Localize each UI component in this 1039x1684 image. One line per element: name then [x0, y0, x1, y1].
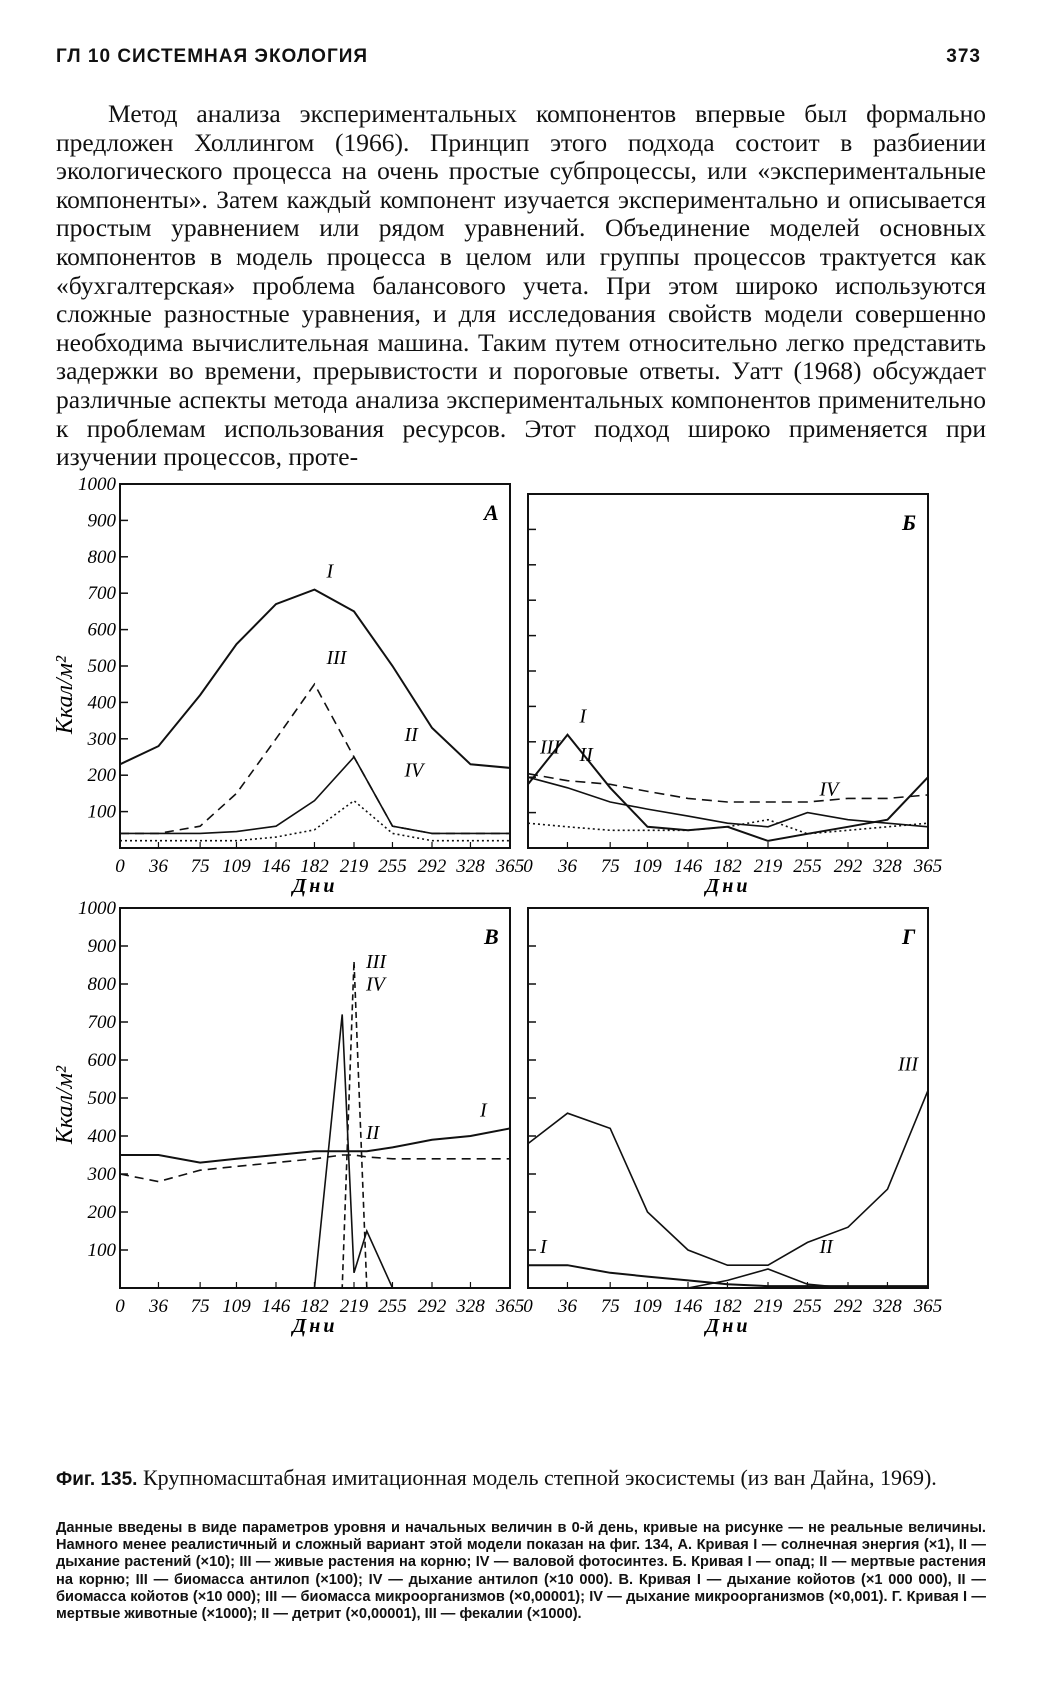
curve-label: II	[404, 724, 418, 746]
x-tick-label: 292	[833, 856, 863, 877]
figure-caption-title: Крупномасштабная имитационная модель степной экосистемы (из ван Дайна, 1969).	[142, 1465, 937, 1490]
y-tick-label: 900	[87, 936, 116, 957]
curve-label: II	[819, 1236, 833, 1258]
x-tick-label: 75	[600, 1296, 620, 1317]
x-tick-label: 109	[633, 856, 662, 877]
figure-svg	[48, 474, 998, 1350]
curve-label: I	[579, 705, 587, 728]
curve-label: IV	[819, 778, 839, 801]
x-tick-label: 292	[417, 1296, 447, 1317]
x-tick-label: 146	[261, 856, 291, 877]
curve-label: IV	[366, 973, 385, 996]
x-tick-label: 255	[793, 856, 822, 877]
y-axis-label: Ккал/м²	[52, 655, 78, 735]
y-tick-label: 500	[87, 656, 116, 677]
x-tick-label: 182	[713, 856, 742, 877]
y-tick-label: 100	[87, 1240, 116, 1261]
y-tick-label: 300	[87, 1164, 116, 1185]
series-line-II	[120, 757, 510, 833]
body-paragraph-text: Метод анализа экспериментальных компонентов впервые был формально предложен Холлингом (1966). Принцип этого подхода состоит в разбиении экологического процесса на очень простые субпроцессы, или «экспериментальные компоненты». Затем каждый компонент изучается экспериментально и описывается простым уравнением или рядом уравнений. Объединение моделей основных компонентов в модель процесса в целом или группы процессов трактуется как «бухгалтерская» проблема балансового учета. При этом широко используются сложные разностные уравнения, и для исследования свойств модели совершенно необходима вычислительная машина. Таким путем относительно легко представить задержки во времени, прерывистости и пороговые ответы. Уатт (1968) обсуждает различные аспекты метода анализа экспериментальных компонентов применительно к проблемам использования ресурсов. Этот подход широко применяется при изучении процессов, проте-	[56, 99, 986, 472]
y-tick-label: 200	[87, 765, 116, 787]
x-tick-label: 292	[417, 856, 447, 877]
curve-label: III	[326, 647, 347, 670]
x-axis-label: Дни	[292, 875, 338, 897]
panel-frame	[120, 484, 510, 848]
panel-letter: Б	[902, 510, 916, 535]
x-tick-label: 182	[300, 1296, 329, 1317]
x-axis-label: Дни	[705, 875, 751, 897]
x-tick-label: 146	[673, 856, 703, 877]
x-tick-label: 109	[222, 1296, 251, 1317]
panel-1	[78, 474, 524, 897]
y-tick-label: 200	[87, 1202, 116, 1223]
x-tick-label: 75	[600, 856, 620, 877]
x-tick-label: 182	[300, 856, 329, 877]
curve-label: I	[540, 1236, 547, 1259]
x-tick-label: 219	[753, 856, 783, 877]
page-number: 373	[946, 46, 981, 67]
x-tick-label: 365	[913, 1296, 943, 1317]
x-tick-label: 109	[633, 1296, 662, 1317]
x-tick-label: 0	[115, 856, 125, 877]
x-tick-label: 255	[378, 856, 407, 877]
y-tick-label: 400	[87, 692, 116, 714]
curve-label: III	[898, 1053, 918, 1076]
y-tick-label: 700	[87, 583, 116, 605]
x-tick-label: 0	[523, 1296, 533, 1317]
chapter-title: ГЛ 10 СИСТЕМНАЯ ЭКОЛОГИЯ	[56, 46, 369, 67]
x-axis-label: Дни	[705, 1315, 751, 1337]
x-tick-label: 219	[339, 1296, 369, 1317]
series-line-I	[120, 590, 510, 768]
x-tick-label: 219	[339, 856, 369, 877]
series-line-II	[528, 777, 928, 827]
x-tick-label: 146	[261, 1296, 291, 1317]
y-tick-label: 1000	[78, 474, 116, 495]
x-tick-label: 0	[523, 856, 533, 877]
x-tick-label: 75	[190, 856, 210, 877]
panel-4	[523, 908, 942, 1337]
curve-label: III	[540, 736, 560, 759]
figure-caption-note: Данные введены в виде параметров уровня и начальных величин в 0-й день, кривые на рисунке — не реальные величины. Намного менее реалистичный и сложный вариант этой модели показан на фиг. 134, А. Кривая I — солнечная энергия (×1), II — дыхание растений (×10); III — живые растения на корню; IV — валовой фотосинтез. Б. Кривая I — опад; II — мертвые растения на корню; III — биомасса антилоп (×100); IV — дыхание антилоп (×10 000). В. Кривая I — дыхание койотов (×1 000 000), II — биомасса койотов (×10 000); III — биомасса микроорганизмов (×0,00001); IV — дыхание микроорганизмов (×0,001). Г. Кривая I — мертвые животные (×1000); II — детрит (×0,00001), III — фекалии (×1000).	[56, 1520, 986, 1623]
y-tick-label: 600	[87, 619, 116, 641]
figure-number: Фиг. 135.	[56, 1469, 138, 1490]
y-tick-label: 100	[87, 801, 116, 823]
body-paragraph	[56, 100, 986, 472]
x-tick-label: 328	[873, 1296, 902, 1317]
curve-label: I	[480, 1099, 487, 1122]
series-line-III	[528, 774, 928, 802]
x-tick-label: 182	[713, 1296, 742, 1317]
x-tick-label: 255	[378, 1296, 407, 1317]
x-tick-label: 36	[148, 1296, 168, 1317]
x-tick-label: 328	[873, 856, 902, 877]
running-head	[56, 46, 981, 68]
panel-letter: В	[484, 924, 499, 949]
y-tick-label: 400	[87, 1126, 116, 1147]
x-tick-label: 365	[913, 856, 943, 877]
y-tick-label: 800	[87, 974, 116, 995]
x-tick-label: 255	[793, 1296, 822, 1317]
y-tick-label: 800	[87, 546, 116, 568]
panel-letter: Г	[902, 924, 916, 949]
x-tick-label: 328	[456, 856, 485, 877]
curve-label: IV	[404, 759, 424, 782]
y-tick-label: 900	[87, 510, 116, 532]
panel-frame	[120, 908, 510, 1288]
panel-letter: А	[484, 500, 499, 525]
x-tick-label: 219	[753, 1296, 783, 1317]
curve-label: III	[366, 951, 386, 973]
x-tick-label: 0	[115, 1296, 125, 1317]
x-tick-label: 36	[557, 856, 577, 877]
x-tick-label: 146	[673, 1296, 703, 1317]
x-tick-label: 36	[557, 1296, 577, 1317]
series-line-III	[120, 961, 510, 1288]
x-tick-label: 109	[222, 856, 251, 877]
y-tick-label: 600	[87, 1050, 116, 1071]
y-tick-label: 300	[87, 728, 116, 750]
panel-2	[523, 494, 942, 897]
x-tick-label: 75	[190, 1296, 210, 1317]
figure-135	[48, 474, 998, 1510]
series-line-III	[120, 684, 510, 833]
x-tick-label: 292	[833, 1296, 863, 1317]
x-tick-label: 36	[148, 856, 168, 877]
y-axis-label: Ккал/м²	[52, 1065, 78, 1145]
series-line-I	[120, 1128, 510, 1162]
x-tick-label: 328	[456, 1296, 485, 1317]
x-tick-label: 365	[495, 856, 525, 877]
y-tick-label: 1000	[78, 898, 116, 919]
panel-frame	[528, 908, 928, 1288]
curve-label: I	[326, 560, 334, 583]
series-line-III	[528, 1090, 928, 1265]
series-line-IV	[120, 801, 510, 841]
y-tick-label: 700	[87, 1012, 116, 1033]
x-axis-label: Дни	[292, 1315, 338, 1337]
y-tick-label: 500	[87, 1088, 116, 1109]
figure-caption	[56, 1466, 986, 1492]
x-tick-label: 365	[495, 1296, 525, 1317]
curve-label: II	[366, 1122, 380, 1144]
curve-label: II	[579, 744, 593, 767]
panel-3	[78, 898, 524, 1337]
